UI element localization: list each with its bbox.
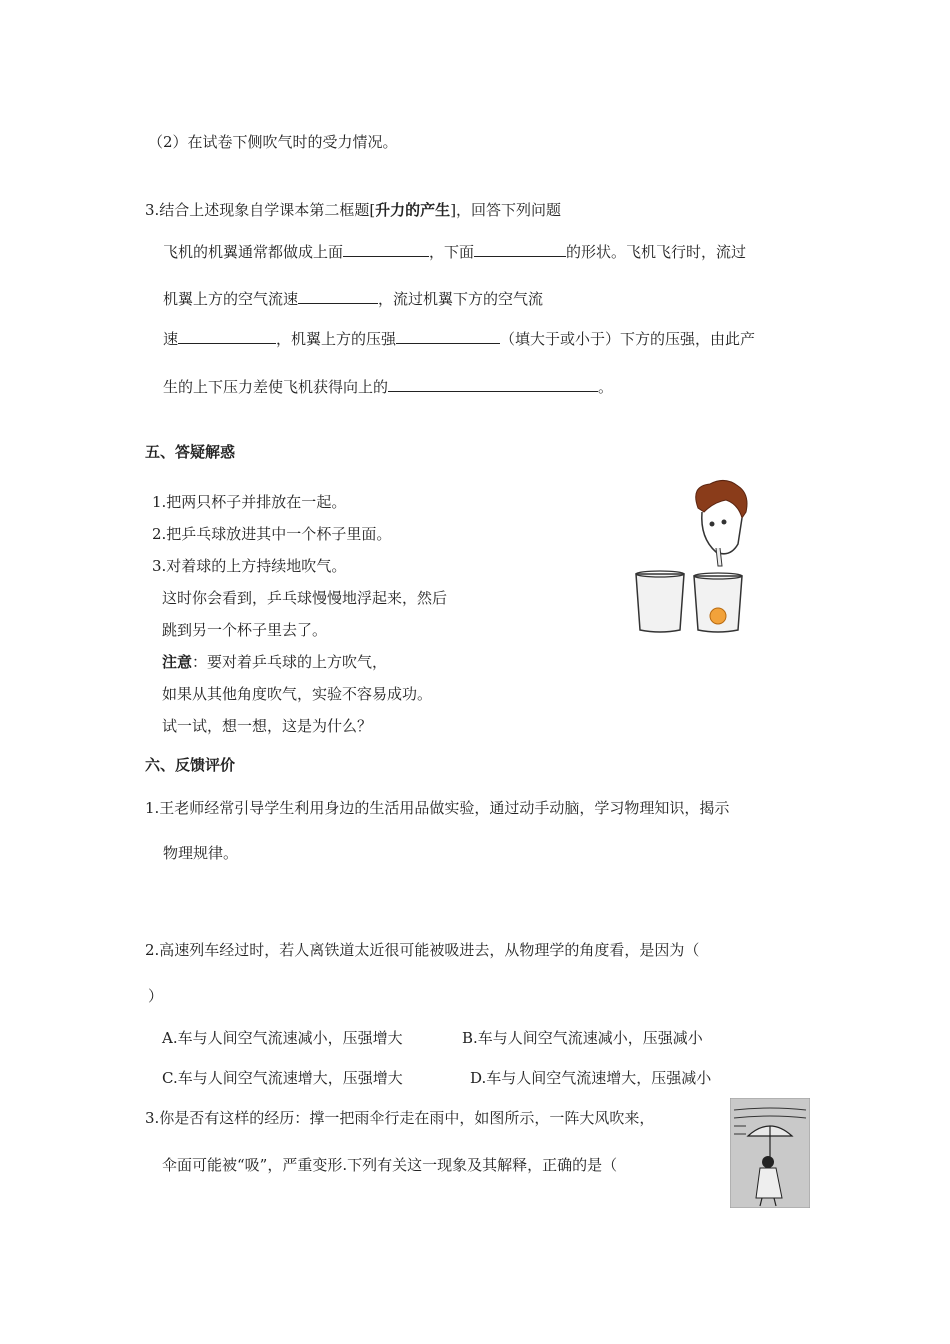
feedback-q1-line-2: 物理规律。 — [163, 844, 239, 862]
section-5-title: 五、答疑解惑 — [145, 443, 236, 461]
text: ，流过机翼下方的空气流 — [378, 290, 544, 308]
q3-line-2 — [163, 287, 543, 309]
feedback-q2-line-2: ） — [148, 987, 164, 1005]
step-1: 1.把两只杯子并排放在一起。 — [152, 493, 347, 511]
cups-experiment-figure — [630, 478, 750, 638]
question-3-intro — [145, 200, 561, 220]
text: ，机翼上方的压强 — [276, 330, 397, 348]
text: ，下面 — [429, 243, 475, 261]
intro-bold: 升力的产生 — [375, 201, 451, 219]
option-a[interactable]: A.车与人间空气流速减小，压强增大 — [162, 1029, 403, 1047]
note — [162, 652, 387, 672]
feedback-q3-line-1: 3.你是否有这样的经历：撑一把雨伞行走在雨中，如图所示，一阵大风吹来， — [145, 1109, 655, 1127]
q3-line-3 — [163, 327, 755, 349]
answer-blank[interactable] — [474, 240, 566, 257]
answer-blank[interactable] — [343, 240, 429, 257]
q3-line-4 — [163, 375, 613, 397]
intro-text-end: ]，回答下列问题 — [450, 201, 562, 219]
option-b[interactable]: B.车与人间空气流速减小，压强减小 — [462, 1029, 703, 1047]
observation-text-3: 如果从其他角度吹气，实验不容易成功。 — [162, 685, 433, 703]
text: 机翼上方的空气流速 — [163, 290, 299, 308]
note-label: 注意 — [162, 653, 193, 671]
feedback-q2-line-1: 2.高速列车经过时，若人离铁道太近很可能被吸进去，从物理学的角度看，是因为（ — [145, 941, 700, 959]
step-2: 2.把乒乓球放进其中一个杯子里面。 — [152, 525, 392, 543]
observation-text-4: 试一试，想一想，这是为什么？ — [162, 717, 373, 735]
text: 。 — [598, 378, 614, 396]
item-2-sub: （2）在试卷下侧吹气时的受力情况。 — [148, 133, 398, 151]
text: 速 — [163, 330, 179, 348]
umbrella-wind-figure — [730, 1098, 810, 1208]
text: （填大于或小于）下方的压强，由此产 — [500, 330, 756, 348]
observation-text-1: 这时你会看到，乒乓球慢慢地浮起来，然后 — [162, 589, 448, 607]
text: 生的上下压力差使飞机获得向上的 — [163, 378, 389, 396]
text: 的形状。飞机飞行时，流过 — [566, 243, 747, 261]
feedback-q1-line-1: 1.王老师经常引导学生利用身边的生活用品做实验，通过动手动脑，学习物理知识，揭示 — [145, 799, 730, 817]
option-c[interactable]: C.车与人间空气流速增大，压强增大 — [162, 1069, 403, 1087]
feedback-q3-line-2: 伞面可能被“吸”，严重变形.下列有关这一现象及其解释，正确的是（ — [162, 1156, 618, 1174]
option-d[interactable]: D.车与人间空气流速增大，压强减小 — [470, 1069, 712, 1087]
observation-text-2: 跳到另一个杯子里去了。 — [162, 621, 328, 639]
answer-blank[interactable] — [298, 287, 378, 304]
text: 飞机的机翼通常都做成上面 — [163, 243, 344, 261]
step-3: 3.对着球的上方持续地吹气。 — [152, 557, 347, 575]
q3-line-1 — [163, 240, 746, 262]
intro-text: 3.结合上述现象自学课本第二框题[ — [145, 201, 376, 219]
answer-blank[interactable] — [178, 327, 276, 344]
note-text: ：要对着乒乓球的上方吹气， — [192, 653, 388, 671]
answer-blank[interactable] — [396, 327, 500, 344]
answer-blank[interactable] — [388, 375, 598, 392]
section-6-title: 六、反馈评价 — [145, 756, 236, 774]
